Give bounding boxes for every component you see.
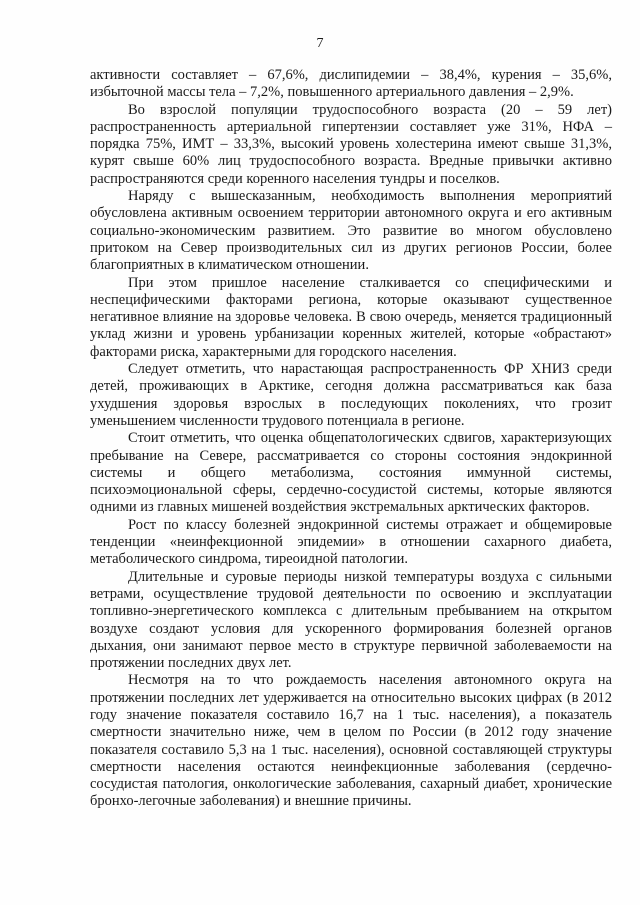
paragraph: Рост по классу болезней эндокринной системы отражает и общемировые тенденции «неинфекционной эпидемии» в отношении сахарного диабета, метаболического синдрома, тиреоидной патологии. xyxy=(90,516,612,568)
paragraph: активности составляет – 67,6%, дислипидемии – 38,4%, курения – 35,6%, избыточной массы тела – 7,2%, повышенного артериального давления – 2,9%. xyxy=(90,67,612,101)
page-number: 7 xyxy=(316,36,324,51)
paragraph: При этом пришлое население сталкивается со специфическими и неспецифическими факторами региона, которые оказывают существенное негативное влияние на здоровье человека. В свою очередь, меняется традиционный уклад жизни и уровень урбанизации коренных жителей, которые «обрастают» факторами риска, характерными для городского населения. xyxy=(90,274,612,360)
paragraph: Наряду с вышесказанным, необходимость выполнения мероприятий обусловлена активным освоением территории автономного округа и его активным социально-экономическим развитием. Это развитие во многом обусловлено притоком на Север производительных сил из других регионов России, более благоприятных в климатическом отношении. xyxy=(90,188,612,274)
paragraph: Следует отметить, что нарастающая распространенность ФР ХНИЗ среди детей, проживающих в Арктике, сегодня должна рассматриваться как база ухудшения здоровья взрослых в последующих поколениях, что грозит уменьшением численности трудового потенциала в регионе. xyxy=(90,361,612,429)
paragraph: Длительные и суровые периоды низкой температуры воздуха с сильными ветрами, осуществление трудовой деятельности по освоению и эксплуатации топливно-энергетического комплекса с длительным пребыванием на открытом воздухе создают условия для ускоренного формирования болезней органов дыхания, они занимают первое место в структуре первичной заболеваемости на протяжении последних двух лет. xyxy=(90,568,612,672)
paragraph: Стоит отметить, что оценка общепатологических сдвигов, характеризующих пребывание на Севере, рассматривается со стороны состояния эндокринной системы и общего метаболизма, состояния иммунной системы, психоэмоциональной сферы, сердечно-сосудистой системы, которые являются одними из главных мишеней воздействия экстремальных арктических факторов. xyxy=(90,430,612,516)
document-body xyxy=(90,67,612,811)
paragraph: Несмотря на то что рождаемость населения автономного округа на протяжении последних лет удерживается на относительно высоких цифрах (в 2012 году значение показателя составило 16,7 на 1 тыс. населения), а показатель смертности значительно ниже, чем в целом по России (в 2012 году значение показателя составило 5,3 на 1 тыс. населения), основной составляющей структуры смертности населения остаются неинфекционные заболевания (сердечно-сосудистая патология, онкологические заболевания, сахарный диабет, хронические бронхо-легочные заболевания) и внешние причины. xyxy=(90,672,612,810)
paragraph: Во взрослой популяции трудоспособного возраста (20 – 59 лет) распространенность артериальной гипертензии составляет уже 31%, НФА – порядка 75%, ИМТ – 33,3%, высокий уровень холестерина имеют свыше 31,3%, курят свыше 60% лиц трудоспособного возраста. Вредные привычки активно распространяются среди коренного населения тундры и поселков. xyxy=(90,101,612,187)
